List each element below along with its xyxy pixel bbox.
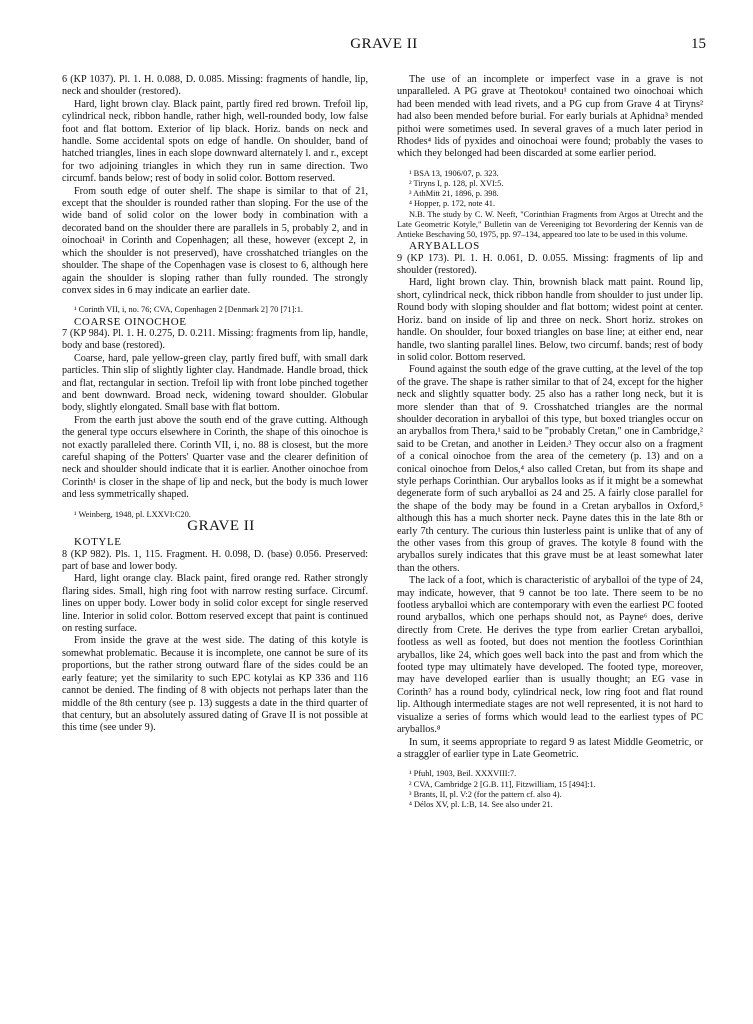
footnote: ⁴ Hopper, p. 172, note 41. (409, 199, 496, 209)
description-9: Hard, light brown clay. Thin, brownish black matt paint. Round lip, short, cylindrical neck, thick ribbon handle from shoulder to just under lip. Round body with sloping shoulder and flat bottom; widest point at center. Horiz. band on inside of lip and three on neck. Short horiz. strokes on handle. On shoulder, four boxed triangles on base line; at either end, near handle, two slanting parallel lines. Below, two circumf. bands; rest of body in solid color. Bottom reserved. (397, 277, 703, 363)
section-heading-coarse-oinochoe: COARSE OINOCHOE (74, 315, 187, 328)
paragraph: In sum, it seems appropriate to regard 9 as latest Middle Geometric, or a straggler of earlier type in Late Geometric. (397, 736, 703, 760)
paragraph: The use of an incomplete or imperfect vase in a grave is not unparalleled. A PG grave at Theotokou¹ contained two oinochoai which had been mended with lead rivets, and a PG cup from Grave 4 at Tiryns² had also been mended before burial. For early burials at Aphidna³ mended pithoi were sometimes used. In several graves of a much later period in Rhodes⁴ lids of pyxides and oinochoai were found; probably the vases to which they belonged had been discarded at some earlier period. (397, 74, 703, 160)
section-heading-aryballos: ARYBALLOS (409, 240, 480, 253)
discussion-6: From south edge of outer shelf. The shape is similar to that of 21, except that the shoulder is rounded rather than sloping. For the use of the wide band of solid color on the lower body in combination with a decorated band on the shoulder there are parallels in 5, probably 2, and in oinochoai¹ in Corinth and Copenhagen; all these, however (except 2, in which the shoulder is not preserved), have crosshatched triangles on the shoulder. The shape of the Copenhagen vase is closest to 6, although here again the shoulder is sloping rather than fully rounded. The strongly convex sides in 6 may indicate an earlier date. (62, 185, 368, 296)
page-header (62, 36, 706, 58)
footnote: ¹ Corinth VII, i, no. 76; CVA, Copenhagen 2 [Denmark 2] 70 [71]:1. (74, 305, 303, 315)
left-column (62, 74, 368, 735)
discussion-8: From inside the grave at the west side. The dating of this kotyle is somewhat problematic. Because it is incomplete, one cannot be sure of its proportions, but the rather strong outward flare of the sides could be an early feature; yet the similarity to such EPC kotylai as KP 336 and 116 cannot be denied. The finding of 8 with objects not perhaps later than the middle of the 8th century (see p. 13) suggests a date in the third quarter of that century, but an absolutely assured dating of Grave II is not possible at this time (see under 9). (62, 635, 368, 734)
footnote: ⁴ Délos XV, pl. L:B, 14. See also under 21. (409, 799, 553, 809)
catalog-entry-8: 8 (KP 982). Pls. 1, 115. Fragment. H. 0.098, D. (base) 0.056. Preserved: part of base and lower body. (62, 548, 368, 573)
footnote: ² CVA, Cambridge 2 [G.B. 11], Fitzwilliam, 15 [494]:1. (409, 779, 596, 789)
section-heading-kotyle: KOTYLE (74, 536, 122, 549)
catalog-entry-9: 9 (KP 173). Pl. 1. H. 0.061, D. 0.055. Missing: fragments of lip and shoulder (restored). (397, 252, 703, 277)
paragraph: The lack of a foot, which is characteristic of aryballoi of the type of 24, may indicate, however, that 9 cannot be too late. There seem to be no footless aryballoi which are contemporary with even the earliest PC footed round aryballos, which one perhaps should not, as Payne⁶ does, derive directly from Crete. He derives the type from earlier Cretan aryballoi, footless as well as footed, but does not mention the footless Corinthian aryballos, like 24, which goes well back into the past and from which the footed type may ultimately have developed. The footed type, moreover, may have developed earlier than is usually thought; an EG vase in Corinth⁷ has a round body, cylindrical neck, low ring foot and flat round lip. Although intermediate stages are not well represented, it is not hard to visualize a series of forms which would lead to the earliest types of PC aryballos.⁸ (397, 575, 703, 736)
page-number: 15 (691, 36, 706, 52)
description-7: Coarse, hard, pale yellow-green clay, partly fired buff, with small dark particles. Thin slip of slightly lighter clay. Handmade. Handle broad, thick and flat, rectangular in section. Trefoil lip with front lobe pinched together and bent downward. Broad neck, widening toward shoulder. Globular body, slightly elongated. Small base with flat bottom. (62, 352, 368, 414)
footnote-nb: N.B. The study by C. W. Neeft, "Corinthian Fragments from Argos at Utrecht and the Late Geometric Kotyle," Bulletin van de Vereeniging tot Bevordering der Kennis van de Antieke Beschaving 50, 1975, pp. 97–134, appeared too late to be used in this volume. (397, 209, 703, 240)
right-column (397, 74, 703, 810)
footnote: ² Tiryns I, p. 128, pl. XVI:5. (409, 179, 504, 189)
footnote: ¹ Pfuhl, 1903, Beil. XXXVIII:7. (409, 769, 517, 779)
footnote: ³ Brants, II, pl. V:2 (for the pattern cf. also 4). (409, 789, 562, 799)
footnote: ³ AthMitt 21, 1896, p. 398. (409, 189, 499, 199)
description-8: Hard, light orange clay. Black paint, fired orange red. Rather strongly flaring sides. Small, high ring foot with narrow resting surface. Circumf. lines on upper body. Lower body in solid color except for single reserved line. Interior in solid color. Bottom reserved except that paint is continued on resting surface. (62, 573, 368, 635)
description-6: Hard, light brown clay. Black paint, partly fired red brown. Trefoil lip, cylindrical neck, ribbon handle, rather high, well-rounded body, low false foot and flat bottom. Exterior of lip black. Horiz. bands on neck and handle. Some accidental spots on edge of handle. On shoulder, band of hatched triangles, lines in each slope downward alternately l. and r., except for two adjoining triangles in which they run in same direction. Two circumf. bands below; rest of body in solid color. Bottom reserved. (62, 98, 368, 185)
catalog-entry-6: 6 (KP 1037). Pl. 1. H. 0.088, D. 0.085. Missing: fragments of handle, lip, neck and shoulder (restored). (62, 74, 368, 98)
discussion-9: Found against the south edge of the grave cutting, at the level of the top of the grave. The shape is rather similar to that of 24, except for the higher neck and slightly squatter body. 25 also has a rather long neck, but it is more slender than that of 9. Crosshatched triangles are the normal shoulder decoration in aryballoi of this type, but boxed triangles occur on an aryballos from Thera,¹ said to be "probably Cretan," one in Cambridge,² said to be Cretan, and another in Leiden.³ They occur also on a fragment of a conical oinochoe from the area of the cemetery (p. 13) and on a conical oinochoe from Delos,⁴ also called Cretan, but from its shape and style perhaps Corinthian. Our aryballos looks as if it might be a somewhat degenerate form of such aryballoi as 24 and 25. A fairly close parallel for the shape of the body may be found in a Cretan aryballos in Oxford,⁵ although this has a much shorter neck. Payne dates this in the late 8th or early 7th century. The curious thin lusterless paint is unlike that of any of the other vases from this group of graves. The kotyle 8 found with the aryballos surely indicates that this grave must be at least somewhat later than the others. (397, 364, 703, 574)
discussion-7: From the earth just above the south end of the grave cutting. Although the general type occurs elsewhere in Corinth, the shape of this oinochoe is not exactly paralleled there. Corinth VII, i, no. 88 is closest, but the more careful shaping of the Potters' Quarter vase and the clearer definition of neck and shoulder should indicate that it is earlier. Another oinochoe from Corinth¹ is closer in the shape of lip and neck, but the body is much lower and less symmetrically shaped. (62, 414, 368, 501)
grave-title: GRAVE II (187, 517, 255, 534)
catalog-entry-7: 7 (KP 984). Pl. 1. H. 0.275, D. 0.211. Missing: fragments from lip, handle, body and base (restored). (62, 327, 368, 352)
footnote: ¹ BSA 13, 1906/07, p. 323. (409, 168, 499, 178)
footnote: ¹ Weinberg, 1948, pl. LXXVI:C20. (74, 509, 191, 519)
running-head: GRAVE II (350, 36, 418, 52)
